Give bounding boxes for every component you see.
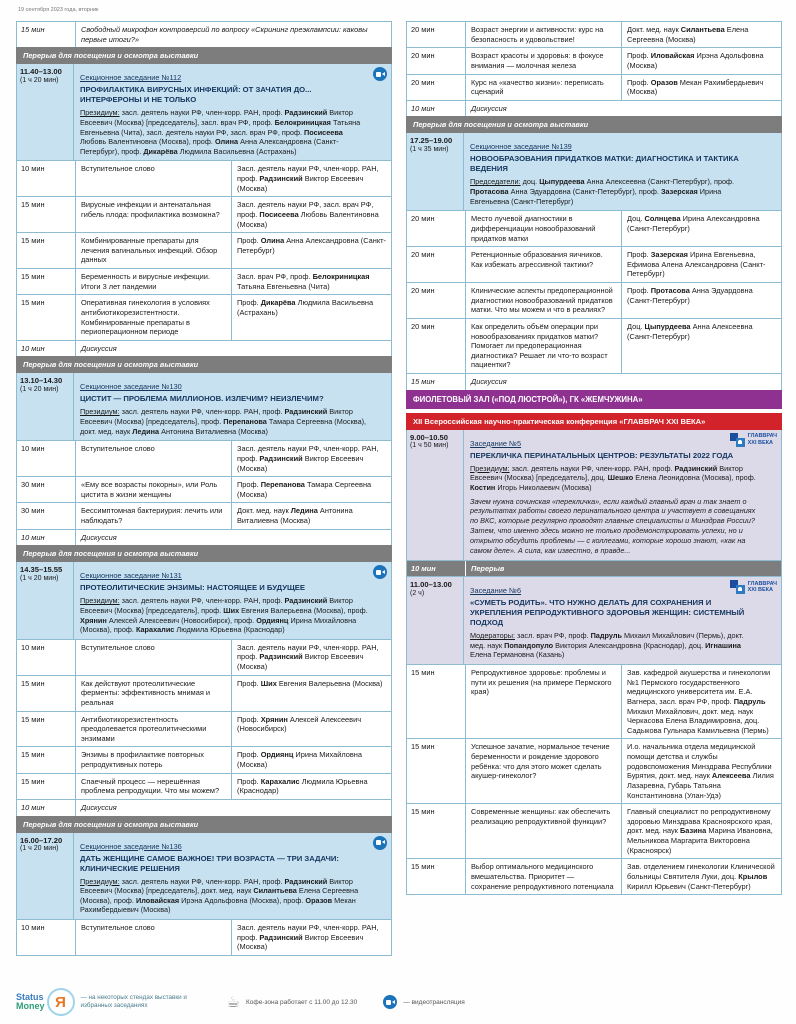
table-row	[407, 47, 781, 73]
session-time-cell: 16.00–17.20 (1 ч 20 мин)	[17, 833, 74, 920]
table-row	[407, 210, 781, 246]
speaker-cell: Проф. Хрянин Алексей Алексеевич (Новосибирск)	[237, 714, 362, 734]
table-row	[407, 738, 781, 803]
topic-cell: «Ему все возрасты покорны», или Роль цистита в жизни женщины	[76, 477, 232, 502]
time-cell: 10 мин	[17, 161, 76, 196]
coffee-caption: Кофе-зона работает с 11.00 до 12.30	[245, 998, 358, 1006]
session-header-body	[74, 562, 391, 639]
time-cell: 15 мин	[407, 859, 466, 894]
session-136-continued	[406, 21, 782, 117]
table-row	[17, 294, 391, 340]
session-header-body	[464, 577, 781, 664]
time-cell: 20 мин	[407, 319, 466, 373]
table-row	[17, 675, 391, 711]
session-title: «СУМЕТЬ РОДИТЬ». ЧТО НУЖНО ДЕЛАТЬ ДЛЯ СОХРАНЕНИЯ И УКРЕПЛЕНИЯ РЕПРОДУКТИВНОГО ЗДОРОВЬЯ ЖЕНЩИН: СИСТЕМНЫЙ ПОДХОД	[470, 598, 745, 628]
session-header-body	[464, 430, 781, 560]
session-title: ЦИСТИТ — ПРОБЛЕМА МИЛЛИОНОВ. ИЗЛЕЧИМ? НЕИЗЛЕЧИМ?	[80, 394, 324, 404]
session-time-cell: 11.40–13.00 (1 ч 20 мин)	[17, 64, 74, 160]
topic-cell: Ретенционные образования яичников. Как избежать агрессивной тактики?	[466, 247, 622, 282]
status-money-logo	[16, 988, 75, 1016]
session-presidium: Президиум: засл. деятель науки РФ, член-корр. РАН, проф. Радзинский Виктор Евсеевич (Москва) [председатель], проф. Ших Евгения Валерьевна (Москва), проф. Хрянин Алексей Алексеевич (Новосибирск), проф. Ордиянц Ирина Михайловна (Москва), проф. Карахалис Людмила Юрьевна (Краснодар)	[80, 596, 368, 635]
session-136	[16, 832, 392, 956]
session-presidium: Президиум: засл. деятель науки РФ, член-корр. РАН, проф. Радзинский Виктор Евсеевич (Москва) [председатель], докт. мед. наук Силантьева Елена Сергеевна (Москва), проф. Иловайская Ирэна Адольфовна (Москва), проф. Оразов Мекан Рахимбердыевич (Москва)	[80, 876, 359, 915]
speaker-cell: Засл. деятель науки РФ, член-корр. РАН, проф. Радзинский Виктор Евсеевич (Москва)	[237, 923, 379, 952]
status-money-legend	[16, 988, 201, 1016]
page-footer	[16, 988, 782, 1016]
session-time-cell: 17.25–19.00 (1 ч 35 мин)	[407, 133, 464, 210]
table-row	[17, 919, 391, 955]
discussion-row	[17, 340, 391, 357]
status-money-glyph: Я	[47, 988, 75, 1016]
table-row	[17, 22, 391, 47]
topic-cell: Антибиотикорезистентность преодолевается протеолитическими энзимами	[76, 712, 232, 747]
speaker-cell: Проф. Дикарёва Людмила Васильевна (Астрахань)	[237, 298, 374, 317]
speaker-cell: Засл. врач РФ, проф. Белокриницкая Татьяна Евгеньевна (Чита)	[237, 272, 370, 291]
video-camera-icon	[373, 565, 387, 579]
table-row	[17, 639, 391, 675]
session-presidium: Председатели: доц. Цыпурдеева Анна Алексеевна (Санкт-Петербург), проф. Протасова Анна Эдуардовна (Санкт-Петербург), проф. Зазерская Ирина Евгеньевна (Санкт-Петербург)	[470, 177, 735, 206]
session-6	[406, 576, 782, 895]
video-camera-icon	[373, 67, 387, 81]
table-row	[407, 803, 781, 858]
session-header	[17, 833, 391, 920]
time-cell: 15 мин	[17, 712, 76, 747]
speaker-cell: Засл. деятель науки РФ, член-корр. РАН, проф. Радзинский Виктор Евсеевич (Москва)	[237, 642, 379, 671]
speaker-cell: Засл. деятель науки РФ, член-корр. РАН, проф. Радзинский Виктор Евсеевич (Москва)	[237, 164, 379, 193]
glavvrach-logo-text: ГЛАВВРАЧ XXI ВЕКА	[747, 580, 777, 594]
session-time-cell: 9.00–10.50 (1 ч 50 мин)	[407, 430, 464, 560]
left-column	[16, 22, 392, 956]
glavvrach-logo	[730, 580, 777, 594]
session-link[interactable]: Секционное заседание №136	[80, 841, 182, 851]
discussion-label-cell: Дискуссия	[471, 377, 507, 386]
time-cell: 15 мин	[17, 747, 76, 772]
speaker-cell: Проф. Перепанова Тамара Сергеевна (Москва)	[237, 480, 372, 499]
time-cell: 20 мин	[407, 283, 466, 318]
topic-cell: Энзимы в профилактике повторных репродуктивных потерь	[76, 747, 232, 772]
time-cell: 20 мин	[407, 48, 466, 73]
table-row	[407, 664, 781, 738]
session-131	[16, 561, 392, 816]
free-mic-row	[16, 21, 392, 48]
speaker-cell: Докт. мед. наук Силантьева Елена Сергеевна (Москва)	[627, 25, 749, 44]
topic-cell: Оперативная гинекология в условиях антибиотикорезистентности. Комбинированные препараты в периоперационном периоде	[76, 295, 232, 340]
exhibition-break-bar: Перерыв для посещения и осмотра выставки	[16, 545, 392, 562]
time-cell: 15 мин	[407, 739, 466, 803]
topic-cell: Вступительное слово	[76, 441, 232, 476]
session-link[interactable]: Секционное заседание №139	[470, 142, 572, 152]
time-cell: 15 мин	[17, 269, 76, 294]
time-cell: 30 мин	[17, 477, 76, 502]
session-description: Зачем нужна сочинская «перекличка», если каждый главный врач и так знает о результатах работы своего перинатального центра и участвует в совещаниях по ВКС, которые регулярно проводят главные специалисты и Минздрав России? Затем, что именно здесь можно не только продемонстрировать успехи, но и открыто обсудить проблемы — с коллегами, которые хорошо знают, «как на самом деле». А сила, как известно, в правде...	[470, 496, 756, 555]
time-cell: 10 мин	[17, 341, 76, 357]
discussion-label-cell: Дискуссия	[471, 103, 507, 113]
topic-cell: Вступительное слово	[76, 161, 232, 196]
topic-cell: Клинические аспекты предоперационной диагностики новообразований придатков матки. Что мы можем и что в реалиях?	[466, 283, 622, 318]
time-cell: 20 мин	[407, 247, 466, 282]
session-title: ПРОФИЛАКТИКА ВИРУСНЫХ ИНФЕКЦИЙ: ОТ ЗАЧАТИЯ ДО... ИНТЕРФЕРОНЫ И НЕ ТОЛЬКО	[80, 85, 312, 105]
session-header-body	[74, 64, 391, 160]
session-header-body	[464, 133, 781, 210]
session-presidium: Модераторы: засл. врач РФ, проф. Падруль Михаил Михайлович (Пермь), докт. мед. наук Попандопуло Виктория Александровна (Краснодар), доц. Игнашина Елена Германовна (Казань)	[470, 631, 744, 660]
session-link[interactable]: Секционное заседание №130	[80, 382, 182, 392]
topic-cell: Вирусные инфекции и антенатальная гибель плода: профилактика возможна?	[76, 197, 232, 232]
session-139	[406, 132, 782, 390]
time-cell: 15 мин	[17, 774, 76, 799]
time-cell: 15 мин	[407, 374, 466, 390]
speaker-cell: И.о. начальника отдела медицинской помощи детства и службы родовспоможения Минздрава Республики Бурятия, докт. мед. наук Алексеева Лилия Лазаревна, Губарь Татьяна Константиновна (Улан-Удэ)	[627, 742, 774, 800]
presidium-label: Президиум:	[80, 108, 120, 118]
speaker-cell: Проф. Ордиянц Ирина Михайловна (Москва)	[237, 750, 362, 769]
break-label-cell: Перерыв	[471, 563, 505, 573]
speaker-cell: Проф. Протасова Анна Эдуардовна (Санкт-Петербург)	[627, 286, 753, 305]
topic-cell: Беременность и вирусные инфекции. Итоги 3 лет пандемии	[76, 269, 232, 294]
session-header	[407, 133, 781, 210]
topic-cell: Успешное зачатие, нормальное течение беременности и рождение здорового ребёнка: что для этого может сделать акушер-гинеколог?	[466, 739, 622, 803]
speaker-cell: Зав. кафедрой акушерства и гинекологии №1 Пермского государственного медицинского университета им. Е.А. Вагнера, засл. врач РФ, проф. Падруль Михаил Михайлович, докт. мед. наук Черкасова Елена Владимировна, доц. Садыкова Гульнара Камильевна (Пермь)	[627, 668, 771, 735]
session-130	[16, 372, 392, 546]
time-cell: 10 мин	[17, 800, 76, 816]
time-cell: 30 мин	[17, 503, 76, 528]
table-row	[17, 196, 391, 232]
time-cell: 10 мин	[17, 441, 76, 476]
topic-cell: Спаечный процесс — нерешённая проблема репродукции. Что мы можем?	[76, 774, 232, 799]
video-camera-icon	[383, 995, 397, 1009]
speaker-cell: Проф. Ших Евгения Валерьевна (Москва)	[237, 678, 383, 688]
status-money-word1: Status	[16, 991, 44, 1002]
discussion-label-cell: Дискуссия	[81, 802, 117, 812]
topic-cell: Как определить объём операции при новообразованиях придатков матки? Помогает ли предоперационная диагностика? Решает ли что-то возраст пациентки?	[466, 319, 622, 373]
table-row	[17, 160, 391, 196]
speaker-cell: Засл. деятель науки РФ, член-корр. РАН, проф. Радзинский Виктор Евсеевич (Москва)	[237, 444, 379, 473]
coffee-legend	[227, 995, 358, 1010]
glavvrach-logo-text: ГЛАВВРАЧ XXI ВЕКА	[747, 433, 777, 446]
topic-cell: Возраст энергии и активности: курс на безопасность и удовольствие!	[466, 22, 622, 47]
presidium-label: Президиум:	[80, 596, 120, 606]
broadcast-legend	[383, 995, 465, 1009]
time-cell: 15 мин	[17, 197, 76, 232]
glavvrach-logo-icon	[730, 433, 745, 447]
coffee-cup-icon: ☕	[226, 993, 240, 1011]
presidium-label: Президиум:	[470, 463, 510, 473]
time-cell: 15 мин	[17, 22, 76, 47]
session-presidium: Президиум: засл. деятель науки РФ, член-корр. РАН, проф. Радзинский Виктор Евсеевич (Москва) [председатель], доц. Шешко Елена Леонидовна (Москва), проф. Костин Игорь Николаевич (Москва)	[470, 463, 756, 492]
time-cell: 10 мин	[407, 101, 466, 117]
time-cell: 15 мин	[407, 804, 466, 858]
session-link[interactable]: Заседание №6	[470, 586, 522, 596]
hall-title-bar: ФИОЛЕТОВЫЙ ЗАЛ («ПОД ЛЮСТРОЙ»), ГК «ЖЕМЧУЖИНА»	[406, 390, 782, 409]
table-row	[17, 711, 391, 747]
session-time-cell: 13.10–14.30 (1 ч 20 мин)	[17, 373, 74, 440]
speaker-cell: Главный специалист по репродуктивному здоровью Минздрава Красноярского края, докт. мед. наук Базина Марина Ивановна, Мельникова Маргарита Викторовна (Красноярск)	[627, 807, 773, 855]
conference-title-bar: XII Всероссийская научно-практическая конференция «ГЛАВВРАЧ XXI ВЕКА»	[406, 413, 782, 430]
time-cell: 20 мин	[407, 211, 466, 246]
session-link[interactable]: Секционное заседание №131	[80, 571, 182, 581]
time-cell: 15 мин	[17, 295, 76, 340]
time-cell: 15 мин	[17, 233, 76, 268]
right-column	[406, 22, 782, 956]
topic-cell: Место лучевой диагностики в дифференциации новообразований придатков матки	[466, 211, 622, 246]
discussion-label-cell: Дискуссия	[81, 343, 117, 353]
table-row	[407, 282, 781, 318]
schedule-columns	[16, 22, 782, 956]
exhibition-break-bar: Перерыв для посещения и осмотра выставки	[16, 356, 392, 373]
exhibition-break-bar: Перерыв для посещения и осмотра выставки	[16, 47, 392, 64]
discussion-row	[17, 799, 391, 816]
time-cell: 15 мин	[407, 665, 466, 738]
speaker-cell: Проф. Оразов Мекан Рахимбердыевич (Москва)	[627, 77, 764, 97]
session-5	[406, 429, 782, 561]
table-row	[407, 246, 781, 282]
time-cell: 15 мин	[17, 676, 76, 711]
session-header-body	[74, 833, 391, 920]
presidium-label: Председатели:	[470, 177, 521, 187]
exhibition-break-bar: Перерыв для посещения и осмотра выставки	[16, 816, 392, 833]
session-link[interactable]: Секционное заседание №112	[80, 73, 182, 83]
session-time-cell: 11.00–13.00 (2 ч)	[407, 577, 464, 664]
speaker-cell: Зав. отделением гинекологии Клинической больницы Святителя Луки, доц. Крылов Кирилл Юрьевич (Санкт-Петербург)	[627, 862, 775, 891]
table-row	[407, 74, 781, 100]
topic-cell: Свободный микрофон контроверсий по вопросу «Скрининг преэклампсии: каковы первые итоги?»	[81, 25, 368, 44]
session-header	[407, 430, 781, 560]
discussion-label-cell: Дискуссия	[81, 532, 117, 542]
presidium-label: Модераторы:	[470, 631, 515, 641]
table-row	[17, 476, 391, 502]
presidium-label: Президиум:	[80, 876, 120, 886]
broadcast-caption: — видеотрансляция	[403, 998, 465, 1006]
session-header	[17, 562, 391, 639]
glavvrach-logo	[730, 433, 777, 447]
topic-cell: Бессимптомная бактериурия: лечить или наблюдать?	[76, 503, 232, 528]
table-row	[17, 440, 391, 476]
session-header	[17, 373, 391, 440]
topic-cell: Возраст красоты и здоровья: в фокусе внимания — молочная железа	[466, 48, 622, 73]
speaker-cell: Проф. Карахалис Людмила Юрьевна (Краснодар)	[237, 776, 368, 796]
discussion-row	[17, 529, 391, 546]
topic-cell: Как действуют протеолитические ферменты: эффективность мнимая и реальная	[76, 676, 232, 711]
speaker-cell: Проф. Иловайская Ирэна Адольфовна (Москва)	[627, 51, 764, 70]
discussion-row	[407, 100, 781, 117]
presidium-label: Президиум:	[80, 407, 120, 417]
topic-cell: Современные женщины: как обеспечить реализацию репродуктивной функции?	[466, 804, 622, 858]
exhibition-break-bar: Перерыв для посещения и осмотра выставки	[406, 116, 782, 133]
session-112	[16, 63, 392, 357]
date-header: 19 сентября 2023 года, вторник	[18, 7, 99, 13]
table-row	[407, 318, 781, 373]
video-camera-icon	[373, 836, 387, 850]
session-title: НОВООБРАЗОВАНИЯ ПРИДАТКОВ МАТКИ: ДИАГНОСТИКА И ТАКТИКА ВЕДЕНИЯ	[470, 154, 739, 174]
table-row	[17, 232, 391, 268]
table-row	[17, 502, 391, 528]
speaker-cell: Проф. Зазерская Ирина Евгеньевна, Ефимова Алена Александровна (Санкт-Петербург)	[627, 250, 766, 279]
speaker-cell: Доц. Солнцева Ирина Александровна (Санкт-Петербург)	[627, 214, 760, 233]
time-cell: 10 мин	[17, 920, 76, 955]
time-cell: 20 мин	[407, 75, 466, 100]
session-link[interactable]: Заседание №5	[470, 438, 522, 448]
session-title: ДАТЬ ЖЕНЩИНЕ САМОЕ ВАЖНОЕ! ТРИ ВОЗРАСТА — ТРИ ЗАДАЧИ: КЛИНИЧЕСКИЕ РЕШЕНИЯ	[80, 853, 339, 873]
topic-cell: Выбор оптимального медицинского вмешательства. Приоритет — сохранение репродуктивного потенциала	[466, 859, 622, 894]
time-cell: 10 мин	[17, 530, 76, 546]
speaker-cell: Докт. мед. наук Ледина Антонина Виталиевна (Москва)	[237, 506, 353, 525]
session-header	[17, 64, 391, 160]
topic-cell: Вступительное слово	[76, 640, 232, 675]
session-header-body	[74, 373, 391, 440]
table-row	[17, 746, 391, 772]
session-time-cell: 14.35–15.55 (1 ч 20 мин)	[17, 562, 74, 639]
topic-cell: Комбинированные препараты для лечения вагинальных инфекций. Обзор данных	[76, 233, 232, 268]
status-money-word2: Money	[16, 1001, 45, 1011]
table-row	[17, 268, 391, 294]
speaker-cell: Доц. Цыпурдеева Анна Алексеевна (Санкт-Петербург)	[627, 321, 753, 341]
speaker-cell: Засл. деятель науки РФ, засл. врач РФ, проф. Посисеева Любовь Валентиновна (Москва)	[237, 200, 379, 229]
glavvrach-logo-icon	[730, 580, 745, 594]
topic-cell: Курс на «качество жизни»: переписать сценарий	[466, 75, 622, 100]
speaker-cell: Проф. Олина Анна Александровна (Санкт-Петербург)	[237, 236, 387, 255]
table-row	[407, 858, 781, 894]
table-row	[17, 773, 391, 799]
session-title: ПРОТЕОЛИТИЧЕСКИЕ ЭНЗИМЫ: НАСТОЯЩЕЕ И БУДУЩЕЕ	[80, 583, 306, 593]
discussion-row	[407, 373, 781, 390]
status-money-caption: — на некоторых стендах выставки и избранных заседаниях	[80, 994, 187, 1009]
session-header	[407, 577, 781, 664]
break-row	[406, 560, 782, 578]
table-row	[407, 22, 781, 47]
time-cell: 20 мин	[407, 22, 466, 47]
session-presidium: Президиум: засл. деятель науки РФ, член-корр. РАН, проф. Радзинский Виктор Евсеевич (Москва) [председатель], засл. врач РФ, проф. Белокриницкая Татьяна Евгеньевна (Чита), засл. деятель науки РФ, засл. врач РФ, проф. Посисеева Любовь Валентиновна (Москва), проф. Олина Анна Александровна (Санкт-Петербург), проф. Дикарёва Людмила Васильевна (Астрахань)	[80, 108, 361, 156]
table-row	[407, 561, 781, 577]
topic-cell: Вступительное слово	[76, 920, 232, 955]
session-presidium: Президиум: засл. деятель науки РФ, член-корр. РАН, проф. Радзинский Виктор Евсеевич (Москва) [председатель], проф. Перепанова Тамара Сергеевна (Москва), докт. мед. наук Ледина Антонина Виталиевна (Москва)	[80, 407, 367, 436]
session-title: ПЕРЕКЛИЧКА ПЕРИНАТАЛЬНЫХ ЦЕНТРОВ: РЕЗУЛЬТАТЫ 2022 ГОДА	[470, 450, 734, 460]
time-cell: 10 мин	[407, 561, 466, 577]
topic-cell: Репродуктивное здоровье: проблемы и пути их решения (на примере Пермского края)	[466, 665, 622, 738]
time-cell: 10 мин	[17, 640, 76, 675]
